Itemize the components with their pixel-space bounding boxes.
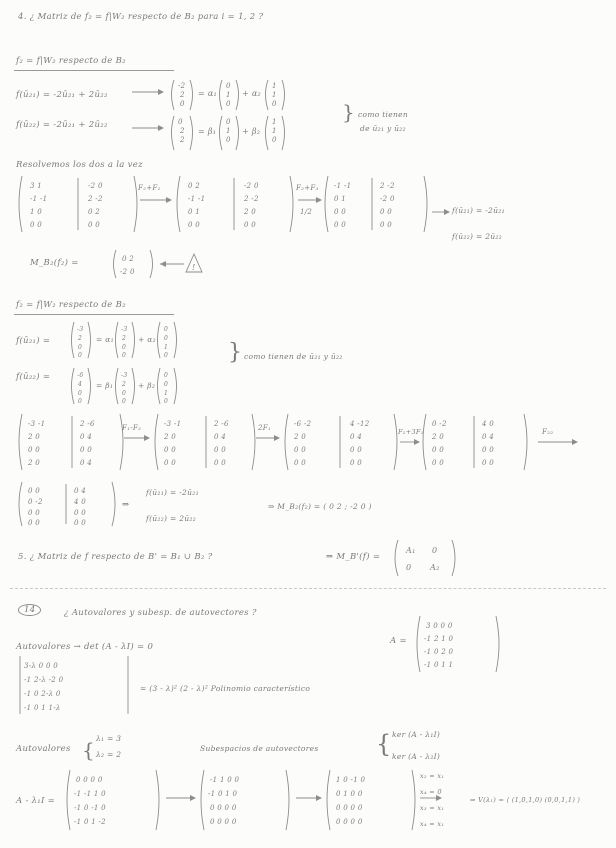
- result-f-u21: f(ū₂₁) = -2ū₂₁: [452, 206, 505, 215]
- svg-text:-3 -1: -3 -1: [28, 420, 46, 428]
- svg-text:1: 1: [164, 344, 169, 351]
- problem-number-circle: 14: [18, 604, 41, 616]
- svg-text:0: 0: [272, 136, 277, 144]
- svg-text:0: 0: [226, 82, 231, 90]
- svg-text:0 0: 0 0: [74, 519, 87, 527]
- svg-text:0 0 0 0: 0 0 0 0: [336, 804, 363, 812]
- determinant-matrix: [16, 654, 136, 718]
- svg-text:0 0: 0 0: [294, 459, 307, 467]
- svg-text:0: 0: [78, 352, 83, 359]
- svg-text:1/2: 1/2: [300, 208, 313, 216]
- svg-text:0 0: 0 0: [88, 221, 101, 229]
- svg-text:-1 0 2-λ 0: -1 0 2-λ 0: [24, 690, 61, 698]
- svg-text:0 -2: 0 -2: [432, 420, 447, 428]
- vector-combination-1: [118, 76, 318, 156]
- sol-4: x₄ = x₁: [420, 820, 445, 828]
- svg-text:0 0: 0 0: [214, 446, 227, 454]
- svg-text:0: 0: [78, 398, 83, 405]
- svg-text:-1 2-λ -2 0: -1 2-λ -2 0: [24, 676, 64, 684]
- ker-2: ker (A - λ₂I): [392, 752, 441, 761]
- svg-text:2: 2: [180, 127, 185, 135]
- svg-text:-2 0: -2 0: [244, 182, 259, 190]
- svg-text:0 0: 0 0: [30, 221, 43, 229]
- svg-text:0 0: 0 0: [482, 446, 495, 454]
- brace-3: {: [82, 738, 96, 762]
- block-a2: A₂: [430, 563, 440, 572]
- section-5-title: 5. ¿ Matriz de f respecto de B' = B₁ ∪ B₂ ?: [18, 552, 213, 562]
- svg-text:4 -12: 4 -12: [350, 420, 370, 428]
- svg-text:2: 2: [180, 91, 185, 99]
- svg-text:-1 -1: -1 -1: [334, 182, 352, 190]
- svg-text:2 0: 2 0: [28, 433, 41, 441]
- svg-text:0 0: 0 0: [334, 208, 347, 216]
- svg-text:-6: -6: [77, 372, 84, 379]
- resolvemos-text: Resolvemos los dos a la vez: [16, 160, 143, 170]
- svg-text:0 0: 0 0: [294, 446, 307, 454]
- subespacios-label: Subespacios de autovectores: [200, 744, 319, 753]
- row-reduction-2: [16, 410, 606, 476]
- characteristic-polynomial: = (3 - λ)² (2 - λ)² Polinomio característico: [140, 684, 311, 693]
- block-a1: A₁: [406, 546, 416, 555]
- svg-text:0 0: 0 0: [350, 459, 363, 467]
- svg-text:= α₁: = α₁: [198, 89, 218, 98]
- svg-text:0: 0: [122, 398, 127, 405]
- svg-text:F₂+F₃: F₂+F₃: [296, 184, 319, 192]
- svg-text:0 4: 0 4: [74, 487, 87, 495]
- svg-text:4: 4: [78, 381, 83, 388]
- svg-text:0: 0: [272, 100, 277, 108]
- svg-text:0 1: 0 1: [188, 208, 201, 216]
- note-como-tienen: como tienen: [358, 110, 408, 119]
- svg-text:2 0: 2 0: [432, 433, 445, 441]
- svg-text:0 0 0 0: 0 0 0 0: [210, 804, 237, 812]
- svg-text:0 0: 0 0: [432, 459, 445, 467]
- eigen-space-result: ⇒ V(λ₁) = ⟨ (1,0,1,0) (0,0,1,1) ⟩: [470, 796, 581, 804]
- brace-4: {: [376, 730, 392, 758]
- note-de-u: de ū₂₁ y ū₂₂: [360, 124, 406, 133]
- svg-text:F₁-F₂: F₁-F₂: [122, 424, 142, 432]
- autovalores-det-line: Autovalores → det (A - λI) = 0: [16, 642, 154, 652]
- svg-text:2 -6: 2 -6: [80, 420, 95, 428]
- svg-text:2F₁: 2F₁: [258, 424, 272, 432]
- svg-text:0: 0: [226, 136, 231, 144]
- brace: }: [342, 100, 356, 124]
- vector-combination-2: [68, 320, 218, 410]
- sol-1: x₂ = x₁: [420, 772, 445, 780]
- svg-text:0 0: 0 0: [214, 459, 227, 467]
- svg-text:+ β₂: + β₂: [138, 381, 156, 390]
- svg-text:2 -2: 2 -2: [88, 195, 103, 203]
- svg-text:F₂+3F₁: F₂+3F₁: [398, 428, 424, 436]
- problem-14-title: ¿ Autovalores y subesp. de autovectores ?: [64, 608, 257, 618]
- svg-text:0: 0: [78, 344, 83, 351]
- lambda-1: λ₁ = 3: [96, 734, 122, 743]
- svg-text:0: 0: [122, 352, 127, 359]
- section-4-title: 4. ¿ Matriz de f₂ = f|W₂ respecto de B₂ para i = 1, 2 ?: [18, 12, 264, 22]
- svg-text:1: 1: [226, 127, 231, 135]
- svg-text:0: 0: [164, 352, 169, 359]
- svg-text:1: 1: [226, 91, 231, 99]
- svg-text:-1 0 1 1: -1 0 1 1: [424, 661, 454, 669]
- eq-f-u22: f(ū₂₂) = -2ū₂₁ + 2ū₂₂: [16, 120, 108, 130]
- svg-text:0: 0: [164, 398, 169, 405]
- svg-text:0: 0: [432, 546, 438, 555]
- svg-text:0 0: 0 0: [482, 459, 495, 467]
- matrix-a: [414, 614, 504, 676]
- svg-text:-1 -1: -1 -1: [30, 195, 48, 203]
- svg-text:0 0: 0 0: [334, 221, 347, 229]
- row-reduction-3: [64, 768, 454, 838]
- svg-text:0 0: 0 0: [28, 487, 41, 495]
- mb2-result-line: [30, 258, 79, 268]
- svg-text:0 2: 0 2: [122, 255, 135, 263]
- svg-text:0 0: 0 0: [28, 509, 41, 517]
- svg-text:4 0: 4 0: [74, 498, 87, 506]
- svg-text:0 2: 0 2: [88, 208, 101, 216]
- svg-text:0: 0: [164, 335, 169, 342]
- svg-text:2 0: 2 0: [294, 433, 307, 441]
- svg-text:1: 1: [164, 390, 169, 397]
- svg-text:-3: -3: [77, 326, 84, 333]
- svg-text:3 0 0 0: 3 0 0 0: [426, 622, 453, 630]
- svg-text:2 0: 2 0: [164, 433, 177, 441]
- svg-text:0 0: 0 0: [164, 459, 177, 467]
- svg-text:0: 0: [180, 100, 185, 108]
- sol-3: x₃ = x₁: [420, 804, 445, 812]
- subheader-f2-b2-second: f₂ = f|W₂ respecto de B₂: [16, 300, 126, 310]
- a-minus-lambda-label: A - λ₁I =: [16, 796, 56, 806]
- svg-text:0 4: 0 4: [80, 459, 93, 467]
- subheader-f2-b2: f₂ = f|W₂ respecto de B₂: [16, 56, 126, 66]
- svg-text:4 0: 4 0: [482, 420, 495, 428]
- result-f-u22: f(ū₂₂) = 2ū₂₂: [452, 232, 503, 241]
- result2-f-u22: f(ū₂₂) = 2ū₂₂: [146, 514, 197, 523]
- svg-text:= α₁: = α₁: [96, 335, 114, 344]
- svg-text:-2 0: -2 0: [380, 195, 395, 203]
- svg-text:-1 -1 1 0: -1 -1 1 0: [74, 790, 106, 798]
- svg-text:1: 1: [272, 91, 277, 99]
- svg-text:2 -2: 2 -2: [244, 195, 259, 203]
- svg-text:0 2: 0 2: [188, 182, 201, 190]
- svg-text:2: 2: [180, 136, 185, 144]
- svg-text:2: 2: [122, 381, 127, 388]
- svg-text:0 0 0 0: 0 0 0 0: [76, 776, 103, 784]
- mb2-matrix: [110, 248, 220, 280]
- svg-text:-1 0 1 -2: -1 0 1 -2: [74, 818, 106, 826]
- svg-text:0: 0: [164, 381, 169, 388]
- svg-text:0: 0: [164, 326, 169, 333]
- svg-text:= β₁: = β₁: [198, 127, 217, 136]
- svg-text:0 0: 0 0: [164, 446, 177, 454]
- svg-text:0 0: 0 0: [432, 446, 445, 454]
- note-second: como tienen de ū₂₁ y ū₂₂: [244, 352, 343, 361]
- svg-text:2 0: 2 0: [244, 208, 257, 216]
- svg-text:0 0: 0 0: [350, 446, 363, 454]
- svg-text:0 1 0 0: 0 1 0 0: [336, 790, 363, 798]
- svg-text:0 0: 0 0: [28, 519, 41, 527]
- svg-text:3-λ 0 0 0: 3-λ 0 0 0: [24, 662, 58, 670]
- svg-text:1: 1: [272, 127, 277, 135]
- svg-text:-1 2 1 0: -1 2 1 0: [424, 635, 454, 643]
- ker-1: ker (A - λ₁I): [392, 730, 441, 739]
- svg-text:0: 0: [122, 344, 127, 351]
- svg-text:1: 1: [272, 82, 277, 90]
- svg-text:0: 0: [78, 390, 83, 397]
- svg-text:-1 0 2 0: -1 0 2 0: [424, 648, 454, 656]
- svg-text:0: 0: [178, 118, 183, 126]
- brace-2: }: [228, 340, 243, 365]
- svg-text:0 0: 0 0: [244, 221, 257, 229]
- svg-text:0 1: 0 1: [334, 195, 347, 203]
- svg-text:+ α₂: + α₂: [138, 335, 156, 344]
- svg-text:0: 0: [226, 118, 231, 126]
- svg-text:0 4: 0 4: [214, 433, 227, 441]
- warning-icon: !: [192, 263, 196, 272]
- svg-text:0 0: 0 0: [28, 446, 41, 454]
- svg-text:-2: -2: [178, 82, 186, 90]
- svg-text:2: 2: [78, 335, 83, 342]
- svg-text:0 0: 0 0: [380, 208, 393, 216]
- svg-text:-1 0 1 0: -1 0 1 0: [208, 790, 238, 798]
- svg-text:2 0: 2 0: [28, 459, 41, 467]
- result2-f-u21: f(ū₂₁) = -2ū₂₁: [146, 488, 199, 497]
- sol-2: x₄ = 0: [420, 788, 442, 796]
- svg-text:-1 0 -1 0: -1 0 -1 0: [74, 804, 106, 812]
- svg-text:F₂₂: F₂₂: [542, 428, 554, 436]
- svg-text:1 0: 1 0: [30, 208, 43, 216]
- mb2-label: M_B₂(f₂) =: [30, 258, 79, 268]
- svg-text:0: 0: [164, 372, 169, 379]
- svg-text:-3 -1: -3 -1: [164, 420, 182, 428]
- svg-text:1: 1: [272, 118, 277, 126]
- block-diagonal-matrix: [392, 538, 462, 578]
- svg-text:0: 0: [226, 100, 231, 108]
- svg-text:0 0: 0 0: [380, 221, 393, 229]
- svg-text:-3: -3: [121, 326, 128, 333]
- op-label: F₂+F₁: [138, 184, 161, 192]
- a-label: A =: [390, 636, 407, 646]
- divider: [10, 588, 606, 589]
- svg-text:0: 0: [406, 563, 412, 572]
- svg-text:= β₁: = β₁: [96, 381, 114, 390]
- autovalores-label: Autovalores: [16, 744, 71, 754]
- underline-2: [14, 314, 174, 315]
- eq-f-u21-second: f(ū₂₁) =: [16, 336, 51, 346]
- svg-text:-1 1 0 0: -1 1 0 0: [210, 776, 240, 784]
- svg-text:+ α₂: + α₂: [242, 89, 262, 98]
- svg-text:-2 0: -2 0: [120, 268, 135, 276]
- svg-text:-3: -3: [121, 372, 128, 379]
- svg-text:0 4: 0 4: [482, 433, 495, 441]
- svg-text:3 1: 3 1: [30, 182, 43, 190]
- svg-text:+ β₂: + β₂: [242, 127, 261, 136]
- svg-text:-6 -2: -6 -2: [294, 420, 312, 428]
- svg-text:-1 -1: -1 -1: [188, 195, 206, 203]
- reduced-matrix-2: [16, 480, 126, 530]
- svg-text:0 0 0 0: 0 0 0 0: [210, 818, 237, 826]
- underline: [14, 70, 174, 71]
- svg-text:-2 0: -2 0: [88, 182, 103, 190]
- svg-text:0 0: 0 0: [188, 221, 201, 229]
- svg-text:2: 2: [122, 335, 127, 342]
- svg-text:0 0 0 0: 0 0 0 0: [336, 818, 363, 826]
- svg-text:0 0: 0 0: [74, 509, 87, 517]
- mbprime-label: ⇒ M_B'(f) =: [326, 552, 381, 562]
- mb2-result-line-2: ⇒ M_B₂(f₂) = ( 0 2 ; -2 0 ): [268, 502, 372, 511]
- svg-text:0: 0: [122, 390, 127, 397]
- svg-text:0 -2: 0 -2: [28, 498, 43, 506]
- svg-text:2 -6: 2 -6: [214, 420, 229, 428]
- svg-text:2 -2: 2 -2: [380, 182, 395, 190]
- svg-text:1 0 -1 0: 1 0 -1 0: [336, 776, 366, 784]
- eq-f-u21: f(ū₂₁) = -2ū₂₁ + 2ū₂₂: [16, 90, 108, 100]
- implies-arrow: ⇒: [122, 500, 130, 510]
- svg-text:0 4: 0 4: [80, 433, 93, 441]
- eq-f-u22-second: f(ū₂₂) =: [16, 372, 51, 382]
- svg-text:0 0: 0 0: [80, 446, 93, 454]
- svg-text:-1 0 1 1-λ: -1 0 1 1-λ: [24, 704, 61, 712]
- svg-text:0 4: 0 4: [350, 433, 363, 441]
- lambda-2: λ₂ = 2: [96, 750, 122, 759]
